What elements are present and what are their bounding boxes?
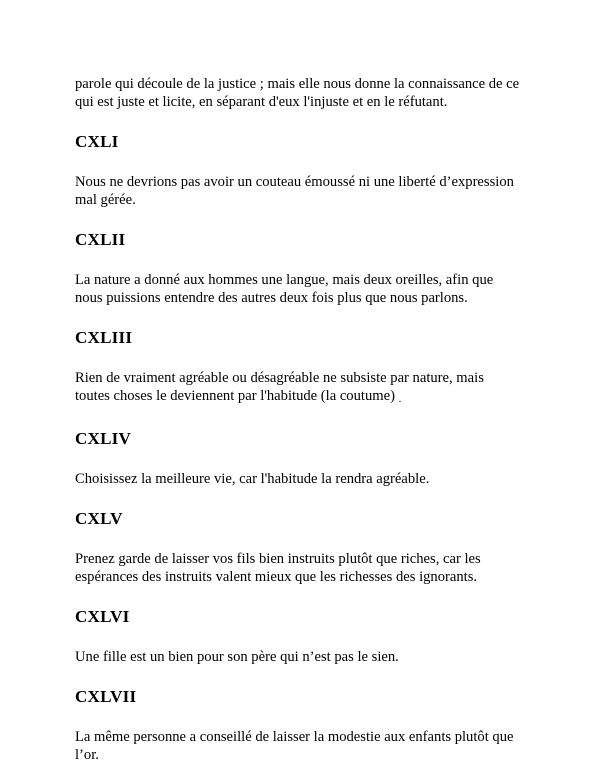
- section-paragraph-cxliii: [75, 369, 535, 408]
- section-heading-cxlvii: CXLVII: [75, 687, 137, 706]
- section-text-cxlvii: La même personne a conseillé de laisser la modestie aux enfants plutôt que l’or.: [75, 729, 514, 763]
- trailing-mark: .: [398, 393, 402, 405]
- section-heading-cxlii: CXLII: [75, 230, 126, 249]
- intro-paragraph: parole qui découle de la justice ; mais elle nous donne la connaissance de ce qui est juste et licite, en séparant d'eux l'injuste et en le réfutant.: [75, 76, 520, 110]
- section-heading-cxlv: CXLV: [75, 509, 123, 528]
- section-heading-cxli: CXLI: [75, 132, 119, 151]
- document-content: [75, 75, 535, 764]
- section-text-cxlv: Prenez garde de laisser vos fils bien instruits plutôt que riches, car les espérances des instruits valent mieux que les richesses des ignorants.: [75, 551, 481, 585]
- section-text-cxliv: Choisissez la meilleure vie, car l'habitude la rendra agréable.: [75, 471, 430, 487]
- section-heading-cxlvi: CXLVI: [75, 607, 130, 626]
- section-text-cxli: Nous ne devrions pas avoir un couteau émoussé ni une liberté d’expression mal gérée.: [75, 174, 514, 208]
- section-text-cxlvi: Une fille est un bien pour son père qui n’est pas le sien.: [75, 649, 399, 665]
- section-text-cxliii: Rien de vraiment agréable ou désagréable ne subsiste par nature, mais toutes choses le deviennent par l'habitude (la coutume): [75, 370, 484, 404]
- section-heading-cxliv: CXLIV: [75, 429, 132, 448]
- section-heading-cxliii: CXLIII: [75, 328, 133, 347]
- section-text-cxlii: La nature a donné aux hommes une langue, mais deux oreilles, afin que nous puissions entendre des autres deux fois plus que nous parlons.: [75, 272, 494, 306]
